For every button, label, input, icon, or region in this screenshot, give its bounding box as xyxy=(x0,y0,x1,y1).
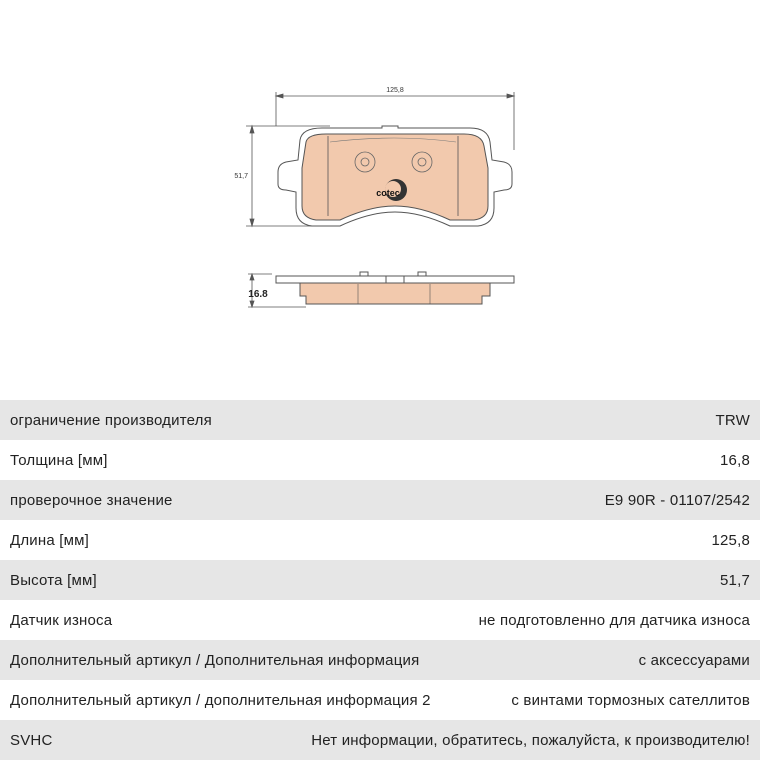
spec-label: Датчик износа xyxy=(10,611,113,629)
spec-label: SVHC xyxy=(10,731,53,749)
spec-value: TRW xyxy=(715,411,750,429)
spec-label: Дополнительный артикул / дополнительная информация 2 xyxy=(10,691,431,709)
spec-label: Толщина [мм] xyxy=(10,451,108,469)
spec-value: 16,8 xyxy=(720,451,750,469)
spec-row-thickness xyxy=(0,440,760,480)
spec-label: проверочное значение xyxy=(10,491,173,509)
spec-value: Нет информации, обратитесь, пожалуйста, к производителю! xyxy=(311,731,750,749)
spec-row-additional-info xyxy=(0,640,760,680)
spec-label: Дополнительный артикул / Дополнительная информация xyxy=(10,651,420,669)
spec-value: с аксессуарами xyxy=(638,651,750,669)
spec-value: 51,7 xyxy=(720,571,750,589)
spec-row-wear-sensor xyxy=(0,600,760,640)
spec-value: с винтами тормозных сателлитов xyxy=(511,691,750,709)
spec-label: Длина [мм] xyxy=(10,531,90,549)
height-dimension-label: 51,7 xyxy=(234,173,248,180)
spec-row-height xyxy=(0,560,760,600)
spec-row-manufacturer-restriction xyxy=(0,400,760,440)
friction-pad-front xyxy=(302,134,488,220)
spec-row-length xyxy=(0,520,760,560)
spec-value: 125,8 xyxy=(711,531,750,549)
spec-label: Высота [мм] xyxy=(10,571,97,589)
spec-row-test-mark xyxy=(0,480,760,520)
spec-row-additional-info-2 xyxy=(0,680,760,720)
spec-label: ограничение производителя xyxy=(10,411,212,429)
specs-table xyxy=(0,400,760,760)
spec-value: не подготовленно для датчика износа xyxy=(478,611,750,629)
spec-value: E9 90R - 01107/2542 xyxy=(604,491,750,509)
thickness-dimension-label: 16.8 xyxy=(248,289,268,300)
cotec-logo-text: cotec xyxy=(376,188,400,198)
length-dimension-label: 125,8 xyxy=(386,87,404,94)
spec-row-svhc xyxy=(0,720,760,760)
friction-pad-side xyxy=(300,283,490,304)
